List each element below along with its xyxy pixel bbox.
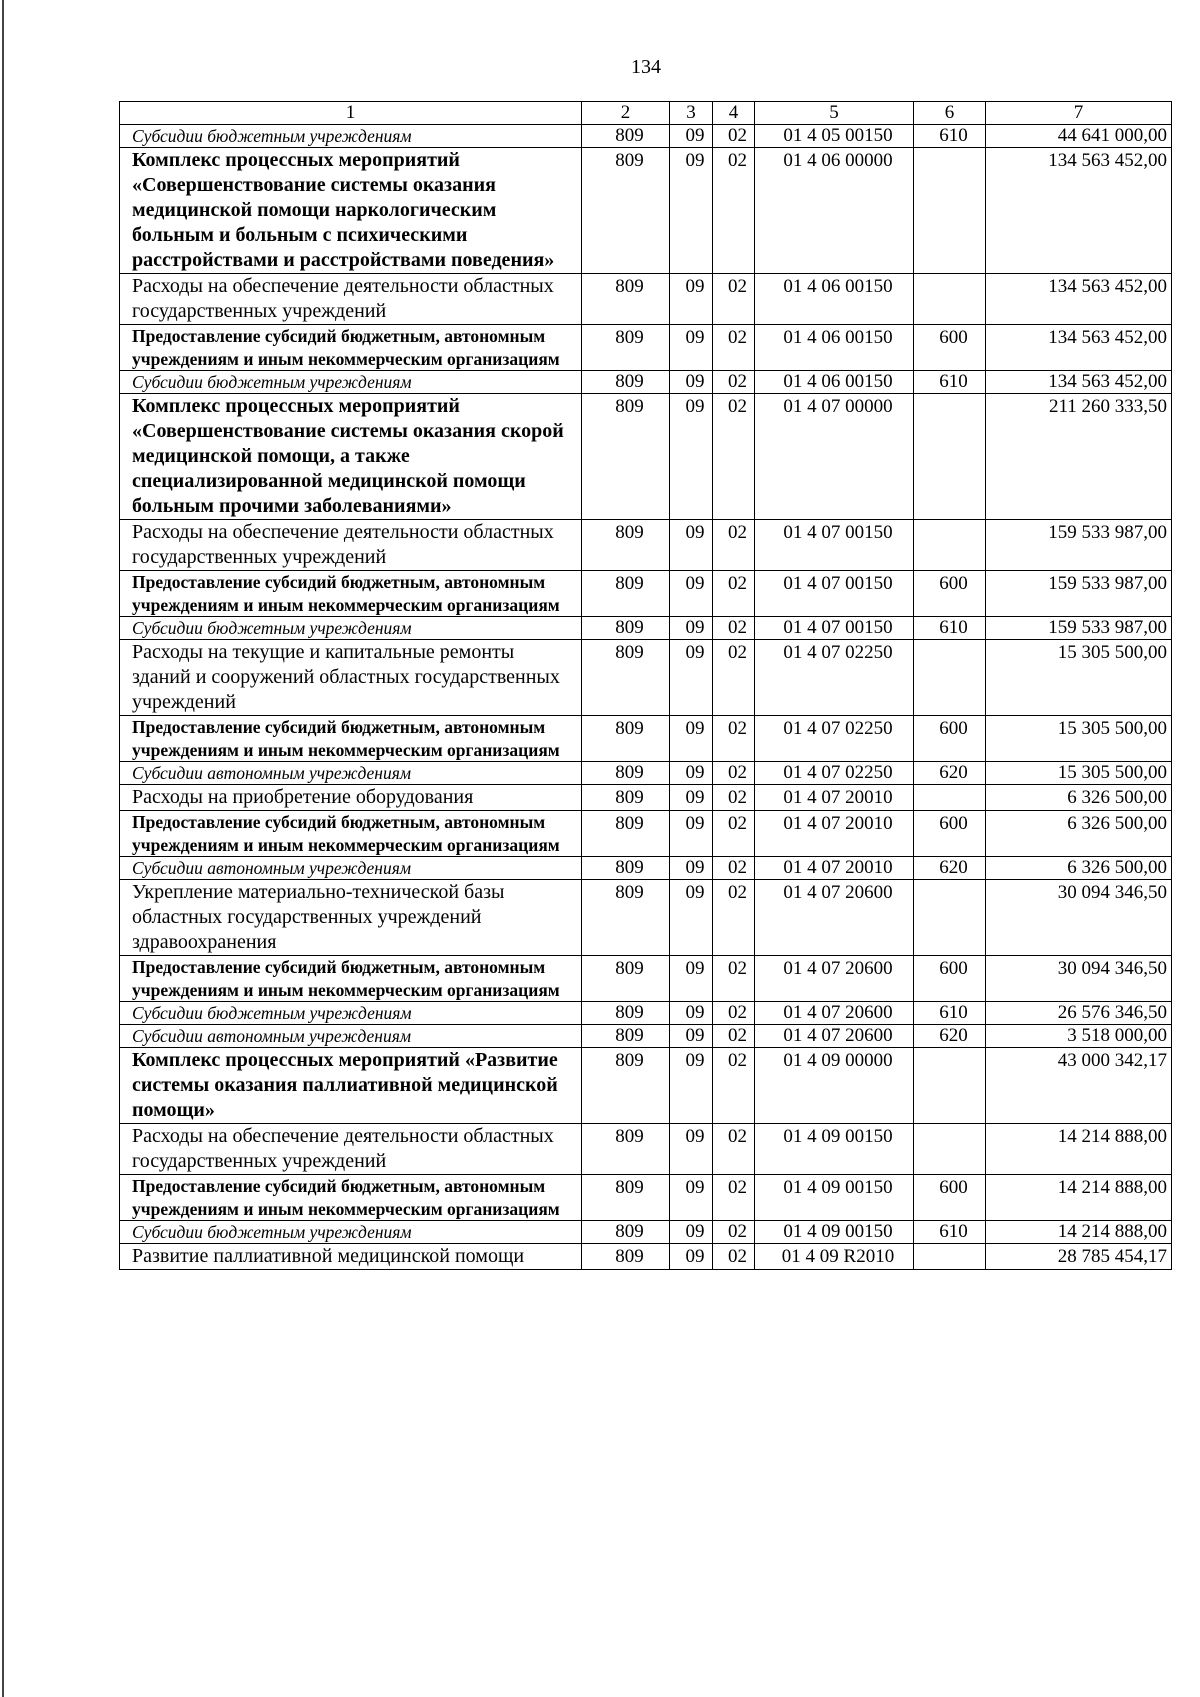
row-ministry-code: 809 — [582, 762, 670, 785]
row-amount: 3 518 000,00 — [986, 1025, 1172, 1048]
row-section-code: 09 — [670, 1221, 713, 1244]
row-target-article: 01 4 09 00000 — [755, 1048, 914, 1124]
row-amount: 6 326 500,00 — [986, 811, 1172, 857]
table-row — [120, 1025, 1172, 1048]
row-target-article: 01 4 06 00150 — [755, 274, 914, 325]
row-target-article: 01 4 07 02250 — [755, 762, 914, 785]
row-section-code: 09 — [670, 617, 713, 640]
row-expense-type — [914, 1124, 986, 1175]
row-section-code: 09 — [670, 394, 713, 520]
table-row — [120, 880, 1172, 956]
row-name: Предоставление субсидий бюджетным, автономным учреждениям и иным некоммерческим организациям — [120, 325, 582, 371]
row-subsection-code: 02 — [713, 880, 755, 956]
header-col-6: 6 — [914, 102, 986, 125]
row-amount: 159 533 987,00 — [986, 520, 1172, 571]
row-target-article: 01 4 07 00000 — [755, 394, 914, 520]
row-expense-type — [914, 148, 986, 274]
row-target-article: 01 4 09 00150 — [755, 1124, 914, 1175]
row-section-code: 09 — [670, 274, 713, 325]
row-section-code: 09 — [670, 811, 713, 857]
row-name: Субсидии бюджетным учреждениям — [120, 125, 582, 148]
row-expense-type — [914, 880, 986, 956]
table-row — [120, 1048, 1172, 1124]
row-expense-type — [914, 1244, 986, 1270]
header-row — [120, 102, 1172, 125]
row-target-article: 01 4 07 20010 — [755, 811, 914, 857]
table-row — [120, 811, 1172, 857]
row-section-code: 09 — [670, 571, 713, 617]
row-expense-type: 620 — [914, 1025, 986, 1048]
row-expense-type — [914, 785, 986, 811]
row-ministry-code: 809 — [582, 617, 670, 640]
row-amount: 159 533 987,00 — [986, 571, 1172, 617]
row-amount: 15 305 500,00 — [986, 640, 1172, 716]
table-row — [120, 1124, 1172, 1175]
row-name: Предоставление субсидий бюджетным, автономным учреждениям и иным некоммерческим организациям — [120, 956, 582, 1002]
table-row — [120, 1175, 1172, 1221]
row-ministry-code: 809 — [582, 1175, 670, 1221]
row-section-code: 09 — [670, 857, 713, 880]
row-section-code: 09 — [670, 880, 713, 956]
row-subsection-code: 02 — [713, 1124, 755, 1175]
row-subsection-code: 02 — [713, 571, 755, 617]
row-target-article: 01 4 07 20010 — [755, 857, 914, 880]
row-ministry-code: 809 — [582, 880, 670, 956]
row-expense-type: 610 — [914, 1221, 986, 1244]
row-amount: 43 000 342,17 — [986, 1048, 1172, 1124]
row-name: Комплекс процессных мероприятий «Развитие системы оказания паллиативной медицинской помощи» — [120, 1048, 582, 1124]
row-ministry-code: 809 — [582, 325, 670, 371]
row-ministry-code: 809 — [582, 571, 670, 617]
row-target-article: 01 4 07 02250 — [755, 716, 914, 762]
row-ministry-code: 809 — [582, 394, 670, 520]
row-subsection-code: 02 — [713, 1244, 755, 1270]
row-subsection-code: 02 — [713, 148, 755, 274]
row-expense-type: 610 — [914, 125, 986, 148]
row-section-code: 09 — [670, 640, 713, 716]
budget-table — [119, 101, 1172, 1270]
row-target-article: 01 4 05 00150 — [755, 125, 914, 148]
row-target-article: 01 4 07 20010 — [755, 785, 914, 811]
row-name: Комплекс процессных мероприятий «Совершенствование системы оказания скорой медицинской помощи, а также специализированной медицинской помощи больным прочими заболеваниями» — [120, 394, 582, 520]
row-section-code: 09 — [670, 520, 713, 571]
row-target-article: 01 4 07 00150 — [755, 520, 914, 571]
header-col-3: 3 — [670, 102, 713, 125]
table-row — [120, 274, 1172, 325]
row-target-article: 01 4 09 00150 — [755, 1175, 914, 1221]
row-ministry-code: 809 — [582, 148, 670, 274]
table-row — [120, 125, 1172, 148]
row-target-article: 01 4 09 R2010 — [755, 1244, 914, 1270]
row-target-article: 01 4 07 20600 — [755, 880, 914, 956]
row-ministry-code: 809 — [582, 1221, 670, 1244]
row-expense-type: 620 — [914, 857, 986, 880]
row-subsection-code: 02 — [713, 1025, 755, 1048]
row-target-article: 01 4 07 20600 — [755, 1025, 914, 1048]
table-row — [120, 371, 1172, 394]
row-subsection-code: 02 — [713, 371, 755, 394]
row-expense-type: 610 — [914, 371, 986, 394]
row-target-article: 01 4 07 00150 — [755, 571, 914, 617]
row-subsection-code: 02 — [713, 956, 755, 1002]
row-target-article: 01 4 06 00000 — [755, 148, 914, 274]
row-expense-type — [914, 1048, 986, 1124]
header-col-5: 5 — [755, 102, 914, 125]
table-row — [120, 640, 1172, 716]
row-amount: 44 641 000,00 — [986, 125, 1172, 148]
row-subsection-code: 02 — [713, 857, 755, 880]
row-section-code: 09 — [670, 785, 713, 811]
row-amount: 134 563 452,00 — [986, 148, 1172, 274]
header-col-7: 7 — [986, 102, 1172, 125]
row-subsection-code: 02 — [713, 1002, 755, 1025]
scan-edge-line — [2, 0, 4, 1697]
row-ministry-code: 809 — [582, 371, 670, 394]
row-ministry-code: 809 — [582, 520, 670, 571]
row-ministry-code: 809 — [582, 1025, 670, 1048]
row-subsection-code: 02 — [713, 325, 755, 371]
row-expense-type: 600 — [914, 1175, 986, 1221]
row-expense-type: 610 — [914, 617, 986, 640]
table-row — [120, 520, 1172, 571]
row-section-code: 09 — [670, 1025, 713, 1048]
table-row — [120, 148, 1172, 274]
row-amount: 6 326 500,00 — [986, 785, 1172, 811]
row-section-code: 09 — [670, 762, 713, 785]
row-subsection-code: 02 — [713, 520, 755, 571]
row-ministry-code: 809 — [582, 1002, 670, 1025]
row-ministry-code: 809 — [582, 785, 670, 811]
table-row — [120, 762, 1172, 785]
row-expense-type — [914, 274, 986, 325]
row-amount: 15 305 500,00 — [986, 716, 1172, 762]
row-amount: 28 785 454,17 — [986, 1244, 1172, 1270]
table-row — [120, 325, 1172, 371]
row-subsection-code: 02 — [713, 274, 755, 325]
table-row — [120, 716, 1172, 762]
table-row — [120, 956, 1172, 1002]
row-name: Субсидии автономным учреждениям — [120, 1025, 582, 1048]
row-subsection-code: 02 — [713, 125, 755, 148]
row-name: Субсидии бюджетным учреждениям — [120, 617, 582, 640]
row-amount: 14 214 888,00 — [986, 1175, 1172, 1221]
row-name: Субсидии автономным учреждениям — [120, 762, 582, 785]
row-subsection-code: 02 — [713, 1175, 755, 1221]
row-ministry-code: 809 — [582, 1124, 670, 1175]
table-row — [120, 1002, 1172, 1025]
row-amount: 14 214 888,00 — [986, 1221, 1172, 1244]
table-row — [120, 571, 1172, 617]
row-name: Укрепление материально-технической базы областных государственных учреждений здравоохранения — [120, 880, 582, 956]
table-row — [120, 1244, 1172, 1270]
table-row — [120, 785, 1172, 811]
row-expense-type: 600 — [914, 716, 986, 762]
row-name: Расходы на обеспечение деятельности областных государственных учреждений — [120, 274, 582, 325]
row-name: Расходы на обеспечение деятельности областных государственных учреждений — [120, 520, 582, 571]
row-target-article: 01 4 07 02250 — [755, 640, 914, 716]
row-expense-type — [914, 394, 986, 520]
row-subsection-code: 02 — [713, 394, 755, 520]
row-name: Расходы на текущие и капитальные ремонты зданий и сооружений областных государственных учреждений — [120, 640, 582, 716]
row-amount: 15 305 500,00 — [986, 762, 1172, 785]
row-ministry-code: 809 — [582, 956, 670, 1002]
row-amount: 6 326 500,00 — [986, 857, 1172, 880]
row-expense-type — [914, 520, 986, 571]
row-name: Предоставление субсидий бюджетным, автономным учреждениям и иным некоммерческим организациям — [120, 1175, 582, 1221]
row-expense-type: 600 — [914, 956, 986, 1002]
row-ministry-code: 809 — [582, 125, 670, 148]
page-number: 134 — [631, 56, 661, 78]
row-target-article: 01 4 07 00150 — [755, 617, 914, 640]
row-subsection-code: 02 — [713, 811, 755, 857]
row-section-code: 09 — [670, 1048, 713, 1124]
row-expense-type: 600 — [914, 811, 986, 857]
row-expense-type: 600 — [914, 325, 986, 371]
row-section-code: 09 — [670, 1002, 713, 1025]
row-subsection-code: 02 — [713, 785, 755, 811]
row-amount: 30 094 346,50 — [986, 880, 1172, 956]
row-target-article: 01 4 06 00150 — [755, 325, 914, 371]
row-expense-type: 610 — [914, 1002, 986, 1025]
row-ministry-code: 809 — [582, 274, 670, 325]
row-expense-type — [914, 640, 986, 716]
row-amount: 134 563 452,00 — [986, 371, 1172, 394]
row-name: Расходы на обеспечение деятельности областных государственных учреждений — [120, 1124, 582, 1175]
row-ministry-code: 809 — [582, 1048, 670, 1124]
row-name: Субсидии бюджетным учреждениям — [120, 1221, 582, 1244]
row-ministry-code: 809 — [582, 857, 670, 880]
row-name: Комплекс процессных мероприятий «Совершенствование системы оказания медицинской помощи наркологическим больным и больным с психическими расстройствами и расстройствами поведения» — [120, 148, 582, 274]
row-name: Субсидии автономным учреждениям — [120, 857, 582, 880]
row-name: Субсидии бюджетным учреждениям — [120, 371, 582, 394]
row-section-code: 09 — [670, 148, 713, 274]
row-amount: 159 533 987,00 — [986, 617, 1172, 640]
row-section-code: 09 — [670, 1124, 713, 1175]
row-section-code: 09 — [670, 1244, 713, 1270]
table-row — [120, 857, 1172, 880]
row-subsection-code: 02 — [713, 716, 755, 762]
row-amount: 30 094 346,50 — [986, 956, 1172, 1002]
row-section-code: 09 — [670, 371, 713, 394]
row-amount: 211 260 333,50 — [986, 394, 1172, 520]
table-row — [120, 617, 1172, 640]
row-subsection-code: 02 — [713, 1048, 755, 1124]
row-name: Предоставление субсидий бюджетным, автономным учреждениям и иным некоммерческим организациям — [120, 716, 582, 762]
table-body — [120, 125, 1172, 1270]
row-amount: 134 563 452,00 — [986, 274, 1172, 325]
row-expense-type: 600 — [914, 571, 986, 617]
table-row — [120, 1221, 1172, 1244]
row-subsection-code: 02 — [713, 762, 755, 785]
row-amount: 14 214 888,00 — [986, 1124, 1172, 1175]
header-col-1: 1 — [120, 102, 582, 125]
header-col-4: 4 — [713, 102, 755, 125]
row-expense-type: 620 — [914, 762, 986, 785]
row-section-code: 09 — [670, 956, 713, 1002]
table-row — [120, 394, 1172, 520]
header-col-2: 2 — [582, 102, 670, 125]
row-target-article: 01 4 07 20600 — [755, 956, 914, 1002]
row-section-code: 09 — [670, 716, 713, 762]
row-ministry-code: 809 — [582, 1244, 670, 1270]
row-ministry-code: 809 — [582, 716, 670, 762]
row-section-code: 09 — [670, 1175, 713, 1221]
row-subsection-code: 02 — [713, 1221, 755, 1244]
row-subsection-code: 02 — [713, 617, 755, 640]
row-name: Субсидии бюджетным учреждениям — [120, 1002, 582, 1025]
row-amount: 134 563 452,00 — [986, 325, 1172, 371]
row-ministry-code: 809 — [582, 811, 670, 857]
row-name: Предоставление субсидий бюджетным, автономным учреждениям и иным некоммерческим организациям — [120, 571, 582, 617]
row-name: Развитие паллиативной медицинской помощи — [120, 1244, 582, 1270]
row-ministry-code: 809 — [582, 640, 670, 716]
row-name: Расходы на приобретение оборудования — [120, 785, 582, 811]
row-target-article: 01 4 09 00150 — [755, 1221, 914, 1244]
row-target-article: 01 4 06 00150 — [755, 371, 914, 394]
row-amount: 26 576 346,50 — [986, 1002, 1172, 1025]
row-section-code: 09 — [670, 325, 713, 371]
row-subsection-code: 02 — [713, 640, 755, 716]
row-name: Предоставление субсидий бюджетным, автономным учреждениям и иным некоммерческим организациям — [120, 811, 582, 857]
row-target-article: 01 4 07 20600 — [755, 1002, 914, 1025]
row-section-code: 09 — [670, 125, 713, 148]
